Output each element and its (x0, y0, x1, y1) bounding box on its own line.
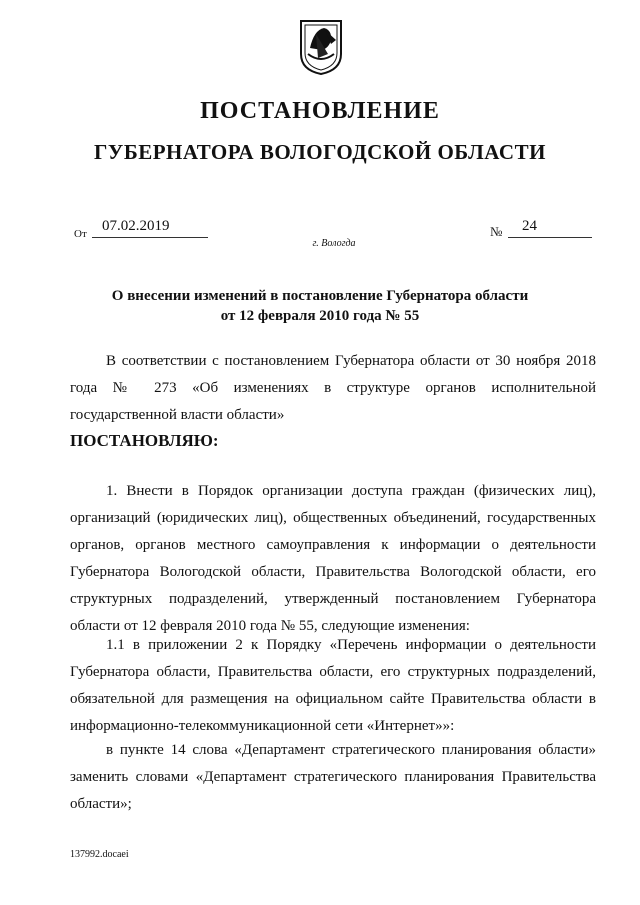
decree-heading: ПОСТАНОВЛЯЮ: (70, 431, 219, 450)
preamble-paragraph: В соответствии с постановлением Губернатора области от 30 ноября 2018 года № 273 «Об изменениях в структуре органов исполнительной государственной власти области» (70, 353, 596, 423)
subject-line-2: от 12 февраля 2010 года № 55 (220, 308, 420, 324)
number-sign: № (490, 224, 503, 239)
file-name-footer: 137992.docaei (70, 849, 129, 860)
document-issuer: ГУБЕРНАТОРА ВОЛОГОДСКОЙ ОБЛАСТИ (94, 140, 546, 164)
document-city: г. Вологда (312, 238, 356, 249)
document-title: ПОСТАНОВЛЕНИЕ (200, 98, 440, 124)
document-subject (0, 286, 640, 326)
document-number: 24 (508, 218, 592, 238)
subject-line-1: О внесении изменений в постановление Губернатора области (111, 288, 529, 304)
document-date: 07.02.2019 (92, 218, 208, 238)
coat-of-arms-icon (298, 18, 344, 76)
item-1-1-a-paragraph: в пункте 14 слова «Департамент стратегического планирования области» заменить словами «Департамент стратегического планирования Правительства области»; (70, 742, 596, 812)
from-label: От (74, 228, 87, 240)
item-1-1-paragraph: 1.1 в приложении 2 к Порядку «Перечень информации о деятельности Губернатора области, Правительства области, его структурных подразделений, обязательной для размещения на официальном сайте Правительства области в информационно-телекоммуникационной сети «Интернет»»: (70, 637, 596, 734)
item-1-paragraph: 1. Внести в Порядок организации доступа граждан (физических лиц), организаций (юридических лиц), общественных объединений, государственных органов, органов местного самоуправления к информации о деятельности Губернатора Вологодской области, Правительства Вологодской области, его структурных подразделений, утвержденный постановлением Губернатора области от 12 февраля 2010 года № 55, следующие изменения: (70, 483, 596, 634)
